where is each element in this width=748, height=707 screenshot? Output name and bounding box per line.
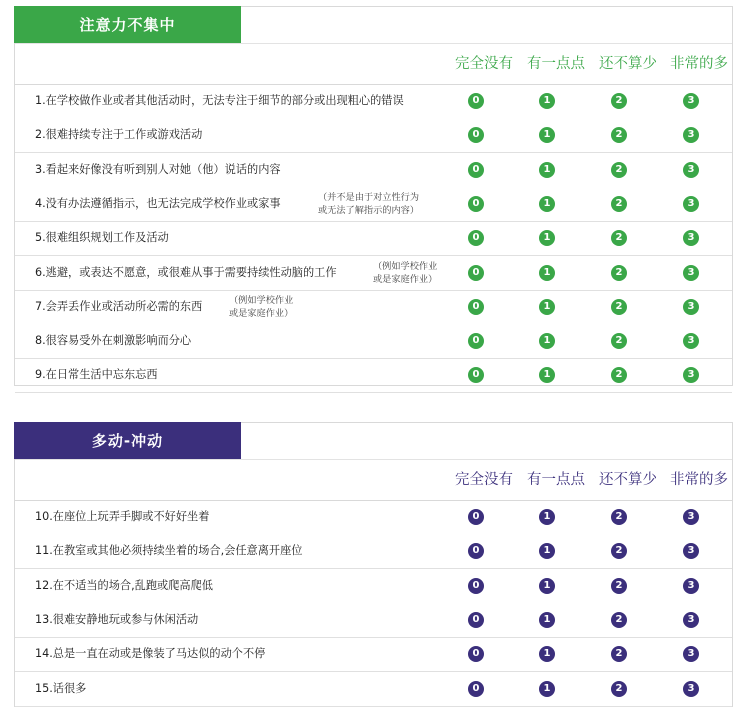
- rating-option-2[interactable]: 2: [611, 127, 627, 143]
- column-header-very-much: 非常的多: [670, 472, 728, 488]
- rating-option-3[interactable]: 3: [683, 196, 699, 212]
- question-row: [15, 603, 732, 638]
- rating-option-3[interactable]: 3: [683, 93, 699, 109]
- rating-option-2[interactable]: 2: [611, 230, 627, 246]
- rating-option-1[interactable]: 1: [539, 127, 555, 143]
- question-text: 6.逃避，或表达不愿意，或很难从事于需要持续性动脑的工作: [35, 265, 337, 279]
- rating-option-3[interactable]: 3: [683, 265, 699, 281]
- rating-option-1[interactable]: 1: [539, 612, 555, 628]
- question-text: 13.很难安静地玩或参与休闲活动: [35, 612, 199, 626]
- question-row: [15, 290, 732, 325]
- column-header-very-much: 非常的多: [670, 56, 728, 72]
- question-row: [15, 84, 732, 119]
- inattention-column-header-row: [15, 43, 732, 85]
- question-row: [15, 324, 732, 359]
- inattention-section: [14, 6, 733, 386]
- rating-option-2[interactable]: 2: [611, 646, 627, 662]
- rating-option-3[interactable]: 3: [683, 230, 699, 246]
- rating-option-1[interactable]: 1: [539, 543, 555, 559]
- question-text: 11.在教室或其他必须持续坐着的场合,会任意离开座位: [35, 544, 303, 558]
- rating-option-2[interactable]: 2: [611, 333, 627, 349]
- question-text: 12.在不适当的场合,乱跑或爬高爬低: [35, 578, 213, 592]
- rating-option-3[interactable]: 3: [683, 681, 699, 697]
- rating-option-0[interactable]: 0: [468, 265, 484, 281]
- question-text: 9.在日常生活中忘东忘西: [35, 368, 158, 382]
- column-header-quite-a-bit: 还不算少: [599, 56, 657, 72]
- column-header-a-little: 有一点点: [527, 56, 585, 72]
- rating-option-2[interactable]: 2: [611, 681, 627, 697]
- rating-option-1[interactable]: 1: [539, 93, 555, 109]
- rating-option-0[interactable]: 0: [468, 612, 484, 628]
- rating-option-3[interactable]: 3: [683, 127, 699, 143]
- rating-option-1[interactable]: 1: [539, 299, 555, 315]
- rating-option-1[interactable]: 1: [539, 681, 555, 697]
- question-row: [15, 534, 732, 569]
- question-text: 10.在座位上玩弄手脚或不好好坐着: [35, 510, 210, 523]
- section-title-inattention: 注意力不集中: [14, 6, 241, 43]
- question-row: [15, 221, 732, 256]
- rating-option-0[interactable]: 0: [468, 646, 484, 662]
- rating-option-1[interactable]: 1: [539, 196, 555, 212]
- rating-option-0[interactable]: 0: [468, 681, 484, 697]
- hyperactivity-column-header-row: [15, 459, 732, 501]
- rating-option-0[interactable]: 0: [468, 230, 484, 246]
- question-note: （例如学校作业 或是家庭作业）: [373, 260, 438, 285]
- rating-option-0[interactable]: 0: [468, 367, 484, 383]
- question-text: 8.很容易受外在刺激影响而分心: [35, 334, 192, 348]
- rating-option-0[interactable]: 0: [468, 299, 484, 315]
- rating-option-0[interactable]: 0: [468, 578, 484, 594]
- question-text: 5.很难组织规划工作及活动: [35, 231, 169, 245]
- question-row: [15, 569, 732, 604]
- question-row: [15, 637, 732, 672]
- question-note: （例如学校作业 或是家庭作业）: [229, 294, 294, 319]
- question-row: [15, 153, 732, 188]
- question-row: [15, 672, 732, 707]
- rating-option-1[interactable]: 1: [539, 578, 555, 594]
- rating-option-3[interactable]: 3: [683, 162, 699, 178]
- rating-option-2[interactable]: 2: [611, 299, 627, 315]
- column-header-a-little: 有一点点: [527, 472, 585, 488]
- question-text: 3.看起来好像没有听到别人对她（他）说话的内容: [35, 162, 281, 176]
- question-text: 4.没有办法遵循指示，也无法完成学校作业或家事: [35, 196, 281, 210]
- rating-option-2[interactable]: 2: [611, 196, 627, 212]
- rating-option-2[interactable]: 2: [611, 509, 627, 525]
- section-title-hyperactivity: 多动-冲动: [14, 422, 241, 459]
- rating-option-0[interactable]: 0: [468, 127, 484, 143]
- rating-option-1[interactable]: 1: [539, 646, 555, 662]
- question-row: [15, 118, 732, 153]
- rating-option-3[interactable]: 3: [683, 646, 699, 662]
- question-text: 2.很难持续专注于工作或游戏活动: [35, 128, 203, 142]
- hyperactivity-section: [14, 422, 733, 707]
- rating-option-1[interactable]: 1: [539, 367, 555, 383]
- rating-option-2[interactable]: 2: [611, 367, 627, 383]
- rating-option-2[interactable]: 2: [611, 93, 627, 109]
- rating-option-0[interactable]: 0: [468, 543, 484, 559]
- rating-option-1[interactable]: 1: [539, 265, 555, 281]
- rating-option-3[interactable]: 3: [683, 578, 699, 594]
- question-row: [15, 500, 732, 535]
- rating-option-3[interactable]: 3: [683, 612, 699, 628]
- rating-option-1[interactable]: 1: [539, 230, 555, 246]
- rating-option-3[interactable]: 3: [683, 509, 699, 525]
- rating-option-2[interactable]: 2: [611, 162, 627, 178]
- question-text: 7.会弄丢作业或活动所必需的东西: [35, 299, 203, 313]
- question-text: 14.总是一直在动或是像装了马达似的动个不停: [35, 647, 266, 661]
- column-header-none: 完全没有: [455, 56, 513, 72]
- rating-option-1[interactable]: 1: [539, 509, 555, 525]
- question-row: [15, 358, 732, 393]
- question-row: [15, 187, 732, 222]
- rating-option-2[interactable]: 2: [611, 578, 627, 594]
- column-header-none: 完全没有: [455, 472, 513, 488]
- rating-option-3[interactable]: 3: [683, 333, 699, 349]
- question-row: [15, 256, 732, 291]
- question-text: 15.话很多: [35, 681, 87, 695]
- rating-option-2[interactable]: 2: [611, 543, 627, 559]
- question-text: 1.在学校做作业或者其他活动时，无法专注于细节的部分或出现粗心的错误: [35, 94, 404, 107]
- rating-option-3[interactable]: 3: [683, 543, 699, 559]
- rating-option-0[interactable]: 0: [468, 333, 484, 349]
- rating-option-1[interactable]: 1: [539, 162, 555, 178]
- rating-option-3[interactable]: 3: [683, 299, 699, 315]
- rating-option-3[interactable]: 3: [683, 367, 699, 383]
- rating-option-0[interactable]: 0: [468, 196, 484, 212]
- rating-option-1[interactable]: 1: [539, 333, 555, 349]
- rating-option-2[interactable]: 2: [611, 265, 627, 281]
- rating-option-0[interactable]: 0: [468, 509, 484, 525]
- question-note: （并不是由于对立性行为 或无法了解指示的内容）: [318, 191, 420, 216]
- rating-option-0[interactable]: 0: [468, 162, 484, 178]
- rating-option-2[interactable]: 2: [611, 612, 627, 628]
- column-header-quite-a-bit: 还不算少: [599, 472, 657, 488]
- rating-option-0[interactable]: 0: [468, 93, 484, 109]
